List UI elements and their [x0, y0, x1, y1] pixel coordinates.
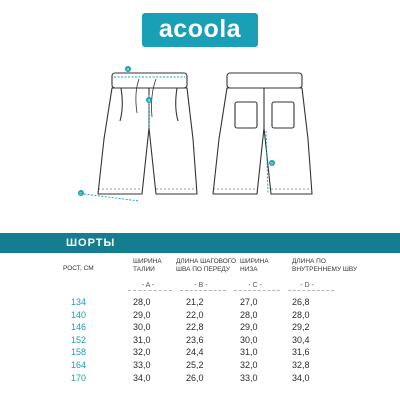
table-row: 134 28,0 21,2 27,0 26,8: [71, 297, 310, 307]
table-row: 158 32,0 24,4 31,0 31,6: [71, 347, 310, 358]
col-separator-b: [180, 290, 226, 291]
col-header-waist: ШИРИНА ТАЛИИ: [133, 258, 162, 273]
col-header-hem: ШИРИНА НИЗА: [240, 258, 269, 273]
label-c: C: [79, 190, 83, 196]
col-separator-d: [288, 290, 334, 291]
table-row: 152 31,0 23,6 30,0 30,4: [71, 334, 310, 345]
hem-measure-line: [84, 194, 139, 201]
col-header-front-rise: ДЛИНА ШАГОВОГО ШВА ПО ПЕРЕДУ: [176, 258, 237, 273]
col-separator-a: [128, 290, 172, 291]
col-separator-c: [234, 290, 280, 291]
table-row: 164 33,0 25,2 32,0 32,8: [71, 359, 310, 370]
shorts-front-view: [98, 73, 197, 194]
table-title: ШОРТЫ: [66, 237, 116, 249]
size-table: [0, 296, 400, 384]
shorts-back-view: [213, 73, 312, 194]
label-d: D: [270, 160, 274, 166]
table-row: 146 30,0 22,8 29,0 29,2: [71, 322, 310, 333]
col-code-b: - B -: [194, 282, 208, 289]
col-code-c: - C -: [248, 282, 262, 289]
table-row: 170 34,0 26,0 33,0 34,0: [71, 372, 310, 383]
table-row: 140 29,0 22,0 28,0 28,0: [71, 309, 310, 320]
shorts-technical-drawing: [0, 55, 400, 225]
col-code-d: - D -: [300, 282, 314, 289]
brand-logo: acoola: [142, 13, 258, 47]
row-header-height: РОСТ, СМ: [63, 265, 94, 272]
label-b: B: [147, 97, 151, 103]
col-code-a: - A -: [141, 282, 155, 289]
label-a: A: [126, 66, 130, 72]
col-header-inseam: ДЛИНА ПО ВНУТРЕННЕМУ ШВУ: [292, 258, 358, 273]
